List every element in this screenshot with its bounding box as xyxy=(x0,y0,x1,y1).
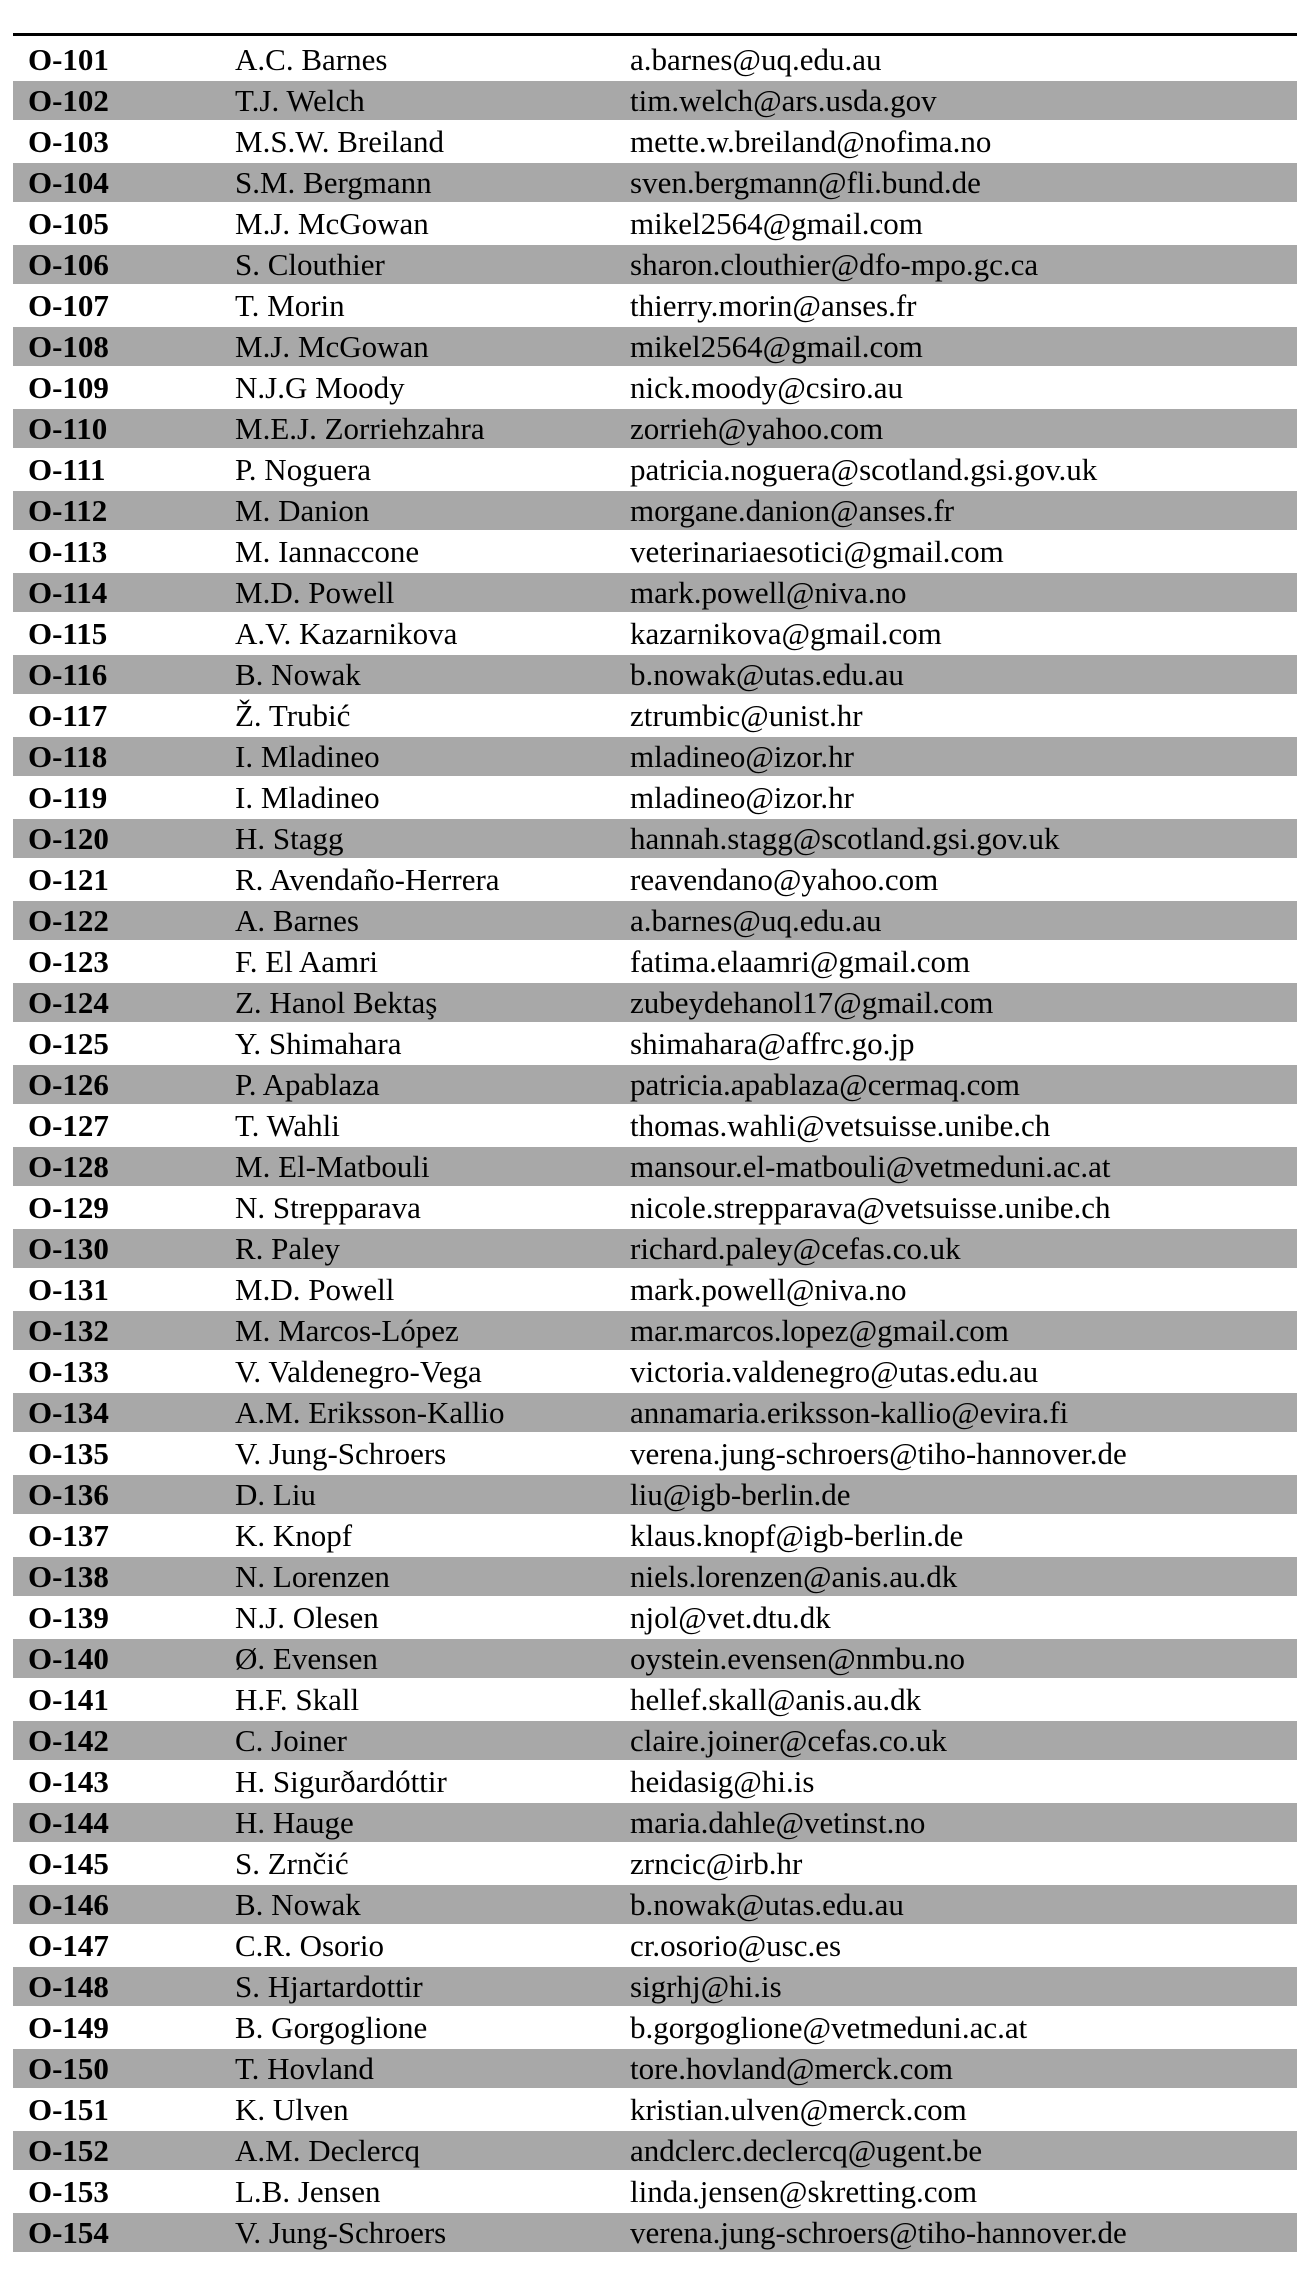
row-email: cr.osorio@usc.es xyxy=(630,1928,842,1963)
row-email: zrncic@irb.hr xyxy=(630,1846,803,1881)
row-email: klaus.knopf@igb-berlin.de xyxy=(630,1518,964,1553)
row-name: S. Zrnčić xyxy=(235,1846,349,1881)
row-code: O-125 xyxy=(28,1026,109,1061)
row-code: O-110 xyxy=(28,411,108,446)
row-name: K. Ulven xyxy=(235,2092,349,2127)
row-email: kristian.ulven@merck.com xyxy=(630,2092,967,2127)
row-code: O-146 xyxy=(28,1887,109,1922)
row-code: O-123 xyxy=(28,944,109,979)
row-name: M.J. McGowan xyxy=(235,206,429,241)
row-email: fatima.elaamri@gmail.com xyxy=(630,944,971,979)
row-email: linda.jensen@skretting.com xyxy=(630,2174,978,2209)
row-email: richard.paley@cefas.co.uk xyxy=(630,1231,961,1266)
table-row xyxy=(13,122,1297,161)
table-row xyxy=(13,1762,1297,1801)
row-name: B. Gorgoglione xyxy=(235,2010,428,2045)
table-row xyxy=(13,2131,1297,2170)
row-code: O-150 xyxy=(28,2051,109,2086)
row-code: O-130 xyxy=(28,1231,109,1266)
row-email: niels.lorenzen@anis.au.dk xyxy=(630,1559,958,1594)
row-email: b.gorgoglione@vetmeduni.ac.at xyxy=(630,2010,1028,2045)
row-email: nicole.strepparava@vetsuisse.unibe.ch xyxy=(630,1190,1111,1225)
row-email: liu@igb-berlin.de xyxy=(630,1477,851,1512)
row-email: mette.w.breiland@nofima.no xyxy=(630,124,992,159)
row-name: B. Nowak xyxy=(235,1887,361,1922)
table-row xyxy=(13,327,1297,366)
row-name: D. Liu xyxy=(235,1477,316,1512)
row-name: M. Danion xyxy=(235,493,370,528)
table-row xyxy=(13,532,1297,571)
row-email: annamaria.eriksson-kallio@evira.fi xyxy=(630,1395,1069,1430)
table-row xyxy=(13,1721,1297,1760)
row-name: M. Iannaccone xyxy=(235,534,420,569)
row-name: N. Lorenzen xyxy=(235,1559,390,1594)
row-code: O-106 xyxy=(28,247,109,282)
table-row xyxy=(13,450,1297,489)
table-row xyxy=(13,1065,1297,1104)
table-row xyxy=(13,1229,1297,1268)
row-name: Ž. Trubić xyxy=(235,698,351,733)
table-row xyxy=(13,1557,1297,1596)
table-row xyxy=(13,942,1297,981)
row-email: mar.marcos.lopez@gmail.com xyxy=(630,1313,1009,1348)
row-code: O-124 xyxy=(28,985,109,1020)
row-code: O-154 xyxy=(28,2215,109,2250)
table-row xyxy=(13,1516,1297,1555)
row-code: O-132 xyxy=(28,1313,109,1348)
row-email: heidasig@hi.is xyxy=(630,1764,815,1799)
row-code: O-122 xyxy=(28,903,109,938)
row-email: verena.jung-schroers@tiho-hannover.de xyxy=(630,1436,1127,1471)
row-name: Z. Hanol Bektaş xyxy=(235,985,438,1020)
row-code: O-141 xyxy=(28,1682,109,1717)
row-email: patricia.apablaza@cermaq.com xyxy=(630,1067,1020,1102)
contact-table xyxy=(13,40,1297,2254)
table-row xyxy=(13,491,1297,530)
row-name: A.M. Declercq xyxy=(235,2133,421,2168)
table-row xyxy=(13,40,1297,79)
table-row xyxy=(13,1598,1297,1637)
row-code: O-138 xyxy=(28,1559,109,1594)
table-row xyxy=(13,1270,1297,1309)
row-code: O-105 xyxy=(28,206,109,241)
row-code: O-135 xyxy=(28,1436,109,1471)
table-row xyxy=(13,737,1297,776)
row-name: M.D. Powell xyxy=(235,1272,395,1307)
row-name: H.F. Skall xyxy=(235,1682,360,1717)
row-code: O-127 xyxy=(28,1108,109,1143)
row-code: O-117 xyxy=(28,698,108,733)
table-row xyxy=(13,1680,1297,1719)
row-email: oystein.evensen@nmbu.no xyxy=(630,1641,966,1676)
row-name: M.E.J. Zorriehzahra xyxy=(235,411,485,446)
row-email: nick.moody@csiro.au xyxy=(630,370,904,405)
row-code: O-104 xyxy=(28,165,109,200)
row-code: O-102 xyxy=(28,83,109,118)
table-row xyxy=(13,983,1297,1022)
row-name: S.M. Bergmann xyxy=(235,165,432,200)
row-name: H. Hauge xyxy=(235,1805,354,1840)
row-name: T. Morin xyxy=(235,288,345,323)
row-code: O-111 xyxy=(28,452,106,487)
row-email: njol@vet.dtu.dk xyxy=(630,1600,831,1635)
row-code: O-116 xyxy=(28,657,108,692)
row-name: T. Hovland xyxy=(235,2051,374,2086)
row-name: S. Hjartardottir xyxy=(235,1969,423,2004)
row-email: b.nowak@utas.edu.au xyxy=(630,657,904,692)
table-row xyxy=(13,1844,1297,1883)
row-name: H. Sigurðardóttir xyxy=(235,1764,447,1799)
row-name: P. Noguera xyxy=(235,452,372,487)
row-name: L.B. Jensen xyxy=(235,2174,381,2209)
row-email: maria.dahle@vetinst.no xyxy=(630,1805,926,1840)
table-row xyxy=(13,2213,1297,2252)
row-code: O-120 xyxy=(28,821,109,856)
table-top-rule xyxy=(13,33,1297,36)
row-email: mikel2564@gmail.com xyxy=(630,206,923,241)
row-name: A.M. Eriksson-Kallio xyxy=(235,1395,505,1430)
row-email: a.barnes@uq.edu.au xyxy=(630,42,882,77)
row-name: M. El-Matbouli xyxy=(235,1149,430,1184)
row-email: victoria.valdenegro@utas.edu.au xyxy=(630,1354,1039,1389)
table-row xyxy=(13,819,1297,858)
row-name: V. Jung-Schroers xyxy=(235,1436,447,1471)
row-email: morgane.danion@anses.fr xyxy=(630,493,955,528)
table-row xyxy=(13,2172,1297,2211)
table-row xyxy=(13,655,1297,694)
table-row xyxy=(13,778,1297,817)
row-name: M.D. Powell xyxy=(235,575,395,610)
row-email: zubeydehanol17@gmail.com xyxy=(630,985,994,1020)
row-name: N.J. Olesen xyxy=(235,1600,379,1635)
table-row xyxy=(13,1434,1297,1473)
row-email: zorrieh@yahoo.com xyxy=(630,411,884,446)
table-row xyxy=(13,573,1297,612)
row-email: shimahara@affrc.go.jp xyxy=(630,1026,915,1061)
table-row xyxy=(13,368,1297,407)
table-row xyxy=(13,1967,1297,2006)
table-row xyxy=(13,1926,1297,1965)
row-code: O-131 xyxy=(28,1272,109,1307)
table-row xyxy=(13,696,1297,735)
row-code: O-139 xyxy=(28,1600,109,1635)
table-row xyxy=(13,245,1297,284)
row-email: b.nowak@utas.edu.au xyxy=(630,1887,904,1922)
row-name: F. El Aamri xyxy=(235,944,379,979)
table-row xyxy=(13,2049,1297,2088)
row-code: O-126 xyxy=(28,1067,109,1102)
table-row xyxy=(13,2090,1297,2129)
row-code: O-151 xyxy=(28,2092,109,2127)
row-email: veterinariaesotici@gmail.com xyxy=(630,534,1004,569)
row-code: O-134 xyxy=(28,1395,109,1430)
row-name: M.S.W. Breiland xyxy=(235,124,444,159)
row-email: hellef.skall@anis.au.dk xyxy=(630,1682,922,1717)
row-email: claire.joiner@cefas.co.uk xyxy=(630,1723,947,1758)
row-code: O-113 xyxy=(28,534,108,569)
row-email: thomas.wahli@vetsuisse.unibe.ch xyxy=(630,1108,1051,1143)
table-row xyxy=(13,1639,1297,1678)
row-name: A.C. Barnes xyxy=(235,42,388,77)
table-row xyxy=(13,1024,1297,1063)
table-row xyxy=(13,1106,1297,1145)
row-code: O-144 xyxy=(28,1805,109,1840)
table-row xyxy=(13,409,1297,448)
row-name: A.V. Kazarnikova xyxy=(235,616,458,651)
row-email: tim.welch@ars.usda.gov xyxy=(630,83,937,118)
row-email: patricia.noguera@scotland.gsi.gov.uk xyxy=(630,452,1098,487)
row-code: O-136 xyxy=(28,1477,109,1512)
row-name: M. Marcos-López xyxy=(235,1313,459,1348)
row-code: O-143 xyxy=(28,1764,109,1799)
row-email: mark.powell@niva.no xyxy=(630,1272,907,1307)
table-row xyxy=(13,286,1297,325)
table-row xyxy=(13,1352,1297,1391)
table-row xyxy=(13,614,1297,653)
row-email: a.barnes@uq.edu.au xyxy=(630,903,882,938)
row-email: kazarnikova@gmail.com xyxy=(630,616,942,651)
table-row xyxy=(13,1475,1297,1514)
row-code: O-112 xyxy=(28,493,108,528)
row-code: O-128 xyxy=(28,1149,109,1184)
table-row xyxy=(13,1147,1297,1186)
row-name: T.J. Welch xyxy=(235,83,365,118)
row-code: O-145 xyxy=(28,1846,109,1881)
row-code: O-149 xyxy=(28,2010,109,2045)
row-email: verena.jung-schroers@tiho-hannover.de xyxy=(630,2215,1127,2250)
table-row xyxy=(13,1311,1297,1350)
row-name: S. Clouthier xyxy=(235,247,385,282)
row-email: ztrumbic@unist.hr xyxy=(630,698,863,733)
row-code: O-101 xyxy=(28,42,109,77)
row-name: C.R. Osorio xyxy=(235,1928,384,1963)
row-email: reavendano@yahoo.com xyxy=(630,862,939,897)
row-code: O-147 xyxy=(28,1928,109,1963)
row-code: O-107 xyxy=(28,288,109,323)
row-code: O-153 xyxy=(28,2174,109,2209)
row-code: O-140 xyxy=(28,1641,109,1676)
row-email: sigrhj@hi.is xyxy=(630,1969,782,2004)
row-code: O-142 xyxy=(28,1723,109,1758)
row-email: mikel2564@gmail.com xyxy=(630,329,923,364)
table-row xyxy=(13,860,1297,899)
row-email: mladineo@izor.hr xyxy=(630,780,854,815)
row-name: Ø. Evensen xyxy=(235,1641,378,1676)
row-name: Y. Shimahara xyxy=(235,1026,402,1061)
row-code: O-129 xyxy=(28,1190,109,1225)
row-code: O-103 xyxy=(28,124,109,159)
table-row xyxy=(13,1803,1297,1842)
row-email: mark.powell@niva.no xyxy=(630,575,907,610)
row-email: andclerc.declercq@ugent.be xyxy=(630,2133,983,2168)
row-name: P. Apablaza xyxy=(235,1067,380,1102)
row-code: O-152 xyxy=(28,2133,109,2168)
row-email: mladineo@izor.hr xyxy=(630,739,854,774)
row-name: R. Paley xyxy=(235,1231,341,1266)
row-email: thierry.morin@anses.fr xyxy=(630,288,917,323)
row-name: R. Avendaño-Herrera xyxy=(235,862,500,897)
row-name: T. Wahli xyxy=(235,1108,340,1143)
row-email: tore.hovland@merck.com xyxy=(630,2051,953,2086)
row-code: O-148 xyxy=(28,1969,109,2004)
row-name: H. Stagg xyxy=(235,821,344,856)
row-code: O-114 xyxy=(28,575,108,610)
row-email: sharon.clouthier@dfo-mpo.gc.ca xyxy=(630,247,1039,282)
row-name: V. Valdenegro-Vega xyxy=(235,1354,482,1389)
row-code: O-118 xyxy=(28,739,108,774)
row-code: O-121 xyxy=(28,862,109,897)
row-name: K. Knopf xyxy=(235,1518,353,1553)
row-name: M.J. McGowan xyxy=(235,329,429,364)
table-row xyxy=(13,901,1297,940)
row-code: O-137 xyxy=(28,1518,109,1553)
row-email: mansour.el-matbouli@vetmeduni.ac.at xyxy=(630,1149,1111,1184)
row-name: V. Jung-Schroers xyxy=(235,2215,447,2250)
table-row xyxy=(13,1393,1297,1432)
row-code: O-133 xyxy=(28,1354,109,1389)
table-row xyxy=(13,1885,1297,1924)
row-code: O-115 xyxy=(28,616,108,651)
table-row xyxy=(13,1188,1297,1227)
row-name: I. Mladineo xyxy=(235,780,380,815)
table-row xyxy=(13,204,1297,243)
row-name: A. Barnes xyxy=(235,903,359,938)
table-row xyxy=(13,2008,1297,2047)
row-email: hannah.stagg@scotland.gsi.gov.uk xyxy=(630,821,1060,856)
row-code: O-109 xyxy=(28,370,109,405)
row-name: C. Joiner xyxy=(235,1723,347,1758)
row-code: O-108 xyxy=(28,329,109,364)
row-name: I. Mladineo xyxy=(235,739,380,774)
table-row xyxy=(13,163,1297,202)
row-email: sven.bergmann@fli.bund.de xyxy=(630,165,981,200)
row-name: N.J.G Moody xyxy=(235,370,405,405)
row-name: N. Strepparava xyxy=(235,1190,421,1225)
table-row xyxy=(13,81,1297,120)
row-name: B. Nowak xyxy=(235,657,361,692)
row-code: O-119 xyxy=(28,780,108,815)
